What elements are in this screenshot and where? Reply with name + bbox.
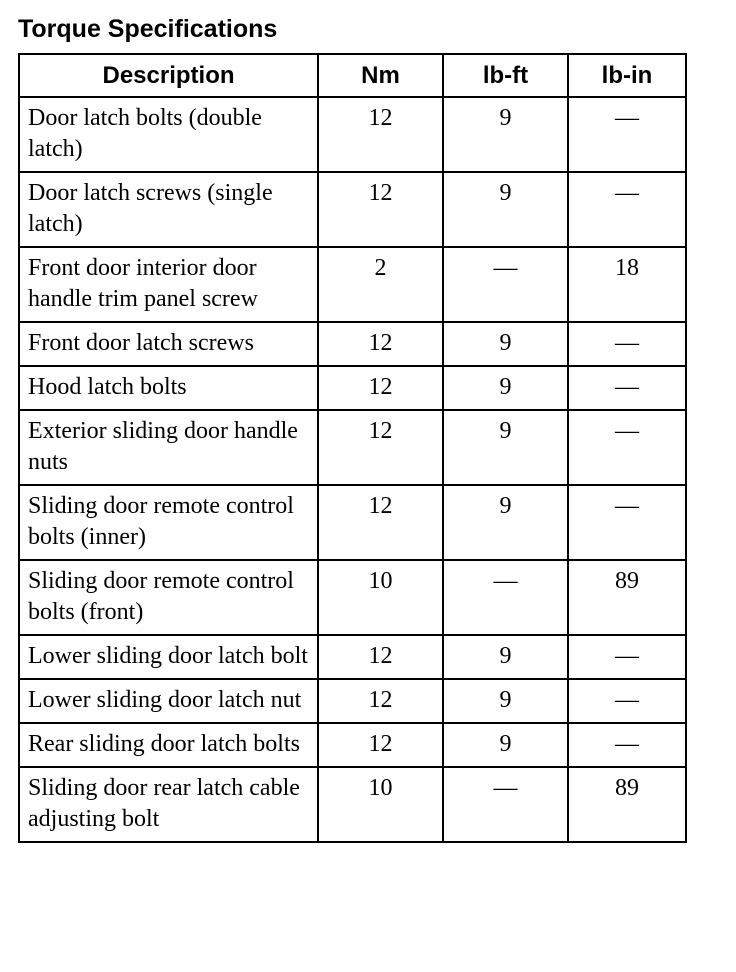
nm-cell: 12 bbox=[318, 485, 443, 560]
lb-ft-cell: 9 bbox=[443, 485, 568, 560]
description-cell: Exterior sliding door handle nuts bbox=[19, 410, 318, 485]
lb-in-cell: — bbox=[568, 172, 686, 247]
nm-cell: 10 bbox=[318, 560, 443, 635]
lb-ft-cell: 9 bbox=[443, 635, 568, 679]
header-row bbox=[19, 54, 686, 97]
column-header-lb-ft: lb-ft bbox=[443, 54, 568, 97]
table-row bbox=[19, 485, 686, 560]
lb-in-cell: — bbox=[568, 723, 686, 767]
table-row bbox=[19, 410, 686, 485]
nm-cell: 12 bbox=[318, 635, 443, 679]
lb-in-cell: — bbox=[568, 410, 686, 485]
table-row bbox=[19, 560, 686, 635]
nm-cell: 12 bbox=[318, 679, 443, 723]
lb-ft-cell: 9 bbox=[443, 723, 568, 767]
lb-ft-cell: 9 bbox=[443, 322, 568, 366]
nm-cell: 12 bbox=[318, 366, 443, 410]
description-cell: Sliding door remote control bolts (front) bbox=[19, 560, 318, 635]
table-row bbox=[19, 322, 686, 366]
lb-in-cell: 89 bbox=[568, 767, 686, 842]
torque-spec-table bbox=[18, 53, 687, 843]
lb-in-cell: — bbox=[568, 485, 686, 560]
table-row bbox=[19, 97, 686, 172]
table-row bbox=[19, 247, 686, 322]
table-row bbox=[19, 679, 686, 723]
description-cell: Door latch screws (single latch) bbox=[19, 172, 318, 247]
lb-ft-cell: 9 bbox=[443, 410, 568, 485]
lb-ft-cell: — bbox=[443, 247, 568, 322]
description-cell: Sliding door remote control bolts (inner) bbox=[19, 485, 318, 560]
lb-in-cell: — bbox=[568, 635, 686, 679]
description-cell: Sliding door rear latch cable adjusting bolt bbox=[19, 767, 318, 842]
nm-cell: 2 bbox=[318, 247, 443, 322]
nm-cell: 12 bbox=[318, 322, 443, 366]
lb-in-cell: 89 bbox=[568, 560, 686, 635]
table-row bbox=[19, 635, 686, 679]
table-body bbox=[19, 97, 686, 842]
description-cell: Door latch bolts (double latch) bbox=[19, 97, 318, 172]
nm-cell: 10 bbox=[318, 767, 443, 842]
lb-ft-cell: 9 bbox=[443, 97, 568, 172]
lb-in-cell: — bbox=[568, 97, 686, 172]
lb-in-cell: — bbox=[568, 366, 686, 410]
lb-in-cell: — bbox=[568, 679, 686, 723]
table-row bbox=[19, 172, 686, 247]
table-row bbox=[19, 366, 686, 410]
lb-ft-cell: 9 bbox=[443, 172, 568, 247]
description-cell: Lower sliding door latch nut bbox=[19, 679, 318, 723]
description-cell: Rear sliding door latch bolts bbox=[19, 723, 318, 767]
column-header-lb-in: lb-in bbox=[568, 54, 686, 97]
description-cell: Front door latch screws bbox=[19, 322, 318, 366]
lb-ft-cell: 9 bbox=[443, 366, 568, 410]
column-header-description: Description bbox=[19, 54, 318, 97]
lb-ft-cell: 9 bbox=[443, 679, 568, 723]
column-header-nm: Nm bbox=[318, 54, 443, 97]
nm-cell: 12 bbox=[318, 172, 443, 247]
lb-in-cell: 18 bbox=[568, 247, 686, 322]
page-title: Torque Specifications bbox=[18, 15, 278, 43]
nm-cell: 12 bbox=[318, 723, 443, 767]
table-row bbox=[19, 767, 686, 842]
lb-ft-cell: — bbox=[443, 767, 568, 842]
description-cell: Lower sliding door latch bolt bbox=[19, 635, 318, 679]
table-row bbox=[19, 723, 686, 767]
description-cell: Front door interior door handle trim panel screw bbox=[19, 247, 318, 322]
lb-in-cell: — bbox=[568, 322, 686, 366]
description-cell: Hood latch bolts bbox=[19, 366, 318, 410]
nm-cell: 12 bbox=[318, 410, 443, 485]
lb-ft-cell: — bbox=[443, 560, 568, 635]
nm-cell: 12 bbox=[318, 97, 443, 172]
table-header bbox=[19, 54, 686, 97]
